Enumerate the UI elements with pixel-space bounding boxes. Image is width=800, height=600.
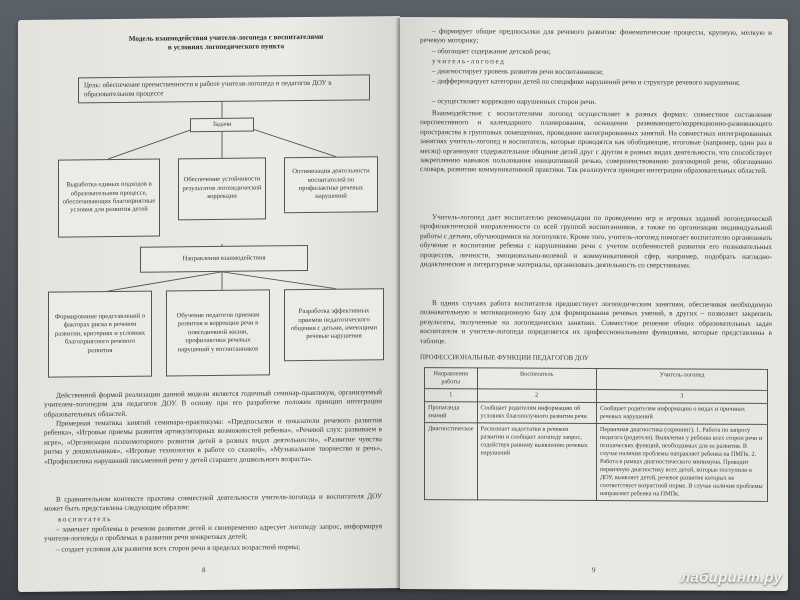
title-line-2: в условиях логопедического пункта xyxy=(167,42,285,52)
left-paragraph-4: – замечает проблемы в речевом развитии детей и своевременно адресует логопеду запрос, информируя учителя-логопеда о проблемах в развитии речи конкретных детей; xyxy=(44,522,382,544)
left-page xyxy=(18,16,400,592)
direction-box-3: Разработка эффективных приемов педагогического общения с детьми, имеющими речевые нарушения xyxy=(284,288,384,361)
direction-box-1: Формирование представлений о факторах риска в речевом развитии, критериях и условиях благоприятного речевого развития xyxy=(48,291,152,378)
right-paragraph-6: Взаимодействие с воспитателями логопед осуществляет в разных формах: совместное составление перспективного и календарного планирования, оснащение развивающего/коррекционно-развивающего пространства в групповых помещениях, проведение интегрированных занятий. На совместных интегрированных занятиях учитель-логопед и воспитатель, которые проводятся как обобщающие, итоговые (например, один раз в месяц) организуют содержательное общение детей друг с другом в разных видах деятельности, что способствует закреплению навыков пользования инициативной речью, совершенствованию разговорной речи, обогащению словаря, развитию коммуникативной практики. Так реализуется принцип интеграции образовательных областей. xyxy=(420,109,772,176)
table-cell: Сообщает родителям информацию о видах и причинах речевых нарушений xyxy=(596,403,767,425)
table-row xyxy=(425,423,768,502)
task-box-1: Выработка единых подходов в образовательном процессе, обеспечивающих благоприятные условия для развития детей xyxy=(58,159,160,238)
left-paragraph-5: – создает условия для развития всех сторон речи в пределах возрастной нормы; xyxy=(56,543,301,554)
functions-table xyxy=(424,367,768,502)
right-paragraph-3: – диагностирует уровень развития речи воспитанников; xyxy=(432,67,604,77)
table-title: ПРОФЕССИОНАЛЬНЫЕ ФУНКЦИИ ПЕДАГОГОВ ДОУ xyxy=(420,354,589,362)
watermark-logo: лабиринт.ру xyxy=(680,569,782,586)
task-box-3: Оптимизация деятельности воспитателей по профилактике речевых нарушений xyxy=(284,156,378,213)
direction-box-2: Обучение педагогов приемам развития и коррекции речи в повседневной жизни, профилактики речевых нарушений у воспитанников xyxy=(166,289,270,376)
table-number-3: 3 xyxy=(596,390,767,404)
right-role-speech-therapist: учитель-логопед xyxy=(432,57,506,66)
table-header-row xyxy=(425,368,768,391)
table-number-2: 2 xyxy=(477,389,596,403)
table-row xyxy=(425,402,768,425)
right-page xyxy=(400,17,788,591)
goal-box: Цель: обеспечение преемственности в работе учителя-логопеда и педагогов ДОУ в образовательном процессе xyxy=(78,74,370,103)
table-cell: Первичная диагностика (скрининг). 1. Работа по запросу педагога (родителя). Выявление у ребенка всех сторон речи и психических функций, необходимых для ее развития. В случае наличия проблемы направляет ребенка на ПМПк. 2. Работа в рамках диагностического минимума. Проводит первичную диагностику всех детей, которые поступили в ДОУ, выявляет детей, речевое развитие которых не соответствует возрастной норме. В случае наличия проблемы направляет ребенка на ПМПк. xyxy=(596,424,767,502)
right-paragraph-2: – обогащает содержание детской речи; xyxy=(432,47,551,56)
right-page-number: 9 xyxy=(592,565,596,575)
open-book xyxy=(18,10,788,595)
tasks-label-box: Задачи xyxy=(190,118,254,133)
table-cell: Распознает недостатки в речевом развитии и сообщает логопеду запрос, содействуя раннему выявлению речевых нарушений xyxy=(477,423,596,501)
left-role-educator: воспитатель xyxy=(58,515,112,524)
table-header-direction: Направления работы xyxy=(425,368,478,389)
directions-label-box: Направления взаимодействия xyxy=(140,245,308,273)
table-cell: Диагностическое xyxy=(425,423,478,500)
left-paragraph-2: Примерная тематика занятий семинара-практикума: «Предпосылки и показатели речевого развития ребенка», «Игровые приемы развития артикуляторных возможностей ребенка», «Речевой слух: развиваем в игре», «Организация психомоторного развития детей в разных видах деятельности», «Развитие чувства ритма у дошкольников», «Игровые технологии в работе со сказкой», «Музыкальное творчество и речь», «Профилактика нарушений письменной речи у детей старшего дошкольного возраста». xyxy=(44,416,382,466)
left-page-number: 8 xyxy=(202,566,206,575)
left-paragraph-1: Действенной формой реализации данной модели является годичный семинар-практикум, организуемый учителем-логопедом для педагогов ДОУ. В основу при его разработке положен принцип интеграции образовательных областей. xyxy=(44,388,382,419)
task-box-2: Обеспечение устойчивости результатов логопедической коррекции xyxy=(178,157,266,220)
table-header-therapist: Учитель-логопед xyxy=(596,369,767,391)
right-paragraph-4: – дифференцирует категории детей по специфике нарушений речи и структуре речевого нарушения; xyxy=(432,77,740,87)
table-cell: Пропаганда знаний xyxy=(425,402,478,423)
table-header-educator: Воспитатель xyxy=(477,368,596,390)
right-paragraph-5: – осуществляет коррекцию нарушенных сторон речи. xyxy=(432,97,597,107)
right-paragraph-8: В одних случаях работа воспитателя предшествует логопедическим занятиям, обеспечивая необходимую познавательную и мотивационную базу для формирования речевых умений, в других – позволяет закрепить результаты, полученные на логопедических занятиях. Совместное решение общих образовательных задач воспитателя и учителя-логопеда определяется их профессиональными функциями, которые представлены в таблице. xyxy=(420,299,772,345)
left-paragraph-3: В сравнительном контексте практика совместной деятельности учителя-логопеда и воспитателя ДОУ может быть представлена следующим образом: xyxy=(44,492,382,514)
right-paragraph-7: Учитель-логопед дает воспитателю рекомендации по проведению игр и игровых заданий логопедической профилактической направленности со всей группой воспитанников, а также по организации индивидуальной работы с детьми, обучающимися на логопункте. Кроме того, учитель-логопед помогает воспитателю организовать обучение и воспитание ребенка с нарушениями речи с учетом особенностей развития его познавательных процессов, личности, эмоционально-волевой и коммуникативной сфер, например, подобрать наглядно-дидактические и литературные материалы, организовать деятельность со сверстниками. xyxy=(420,213,772,270)
table-cell: Сообщает родителям информацию об условиях благополучного развития речи xyxy=(477,402,596,424)
right-paragraph-1: – формирует общие предпосылки для речевого развития: фонематические процессы, крупную, мелкую и речевую моторику; xyxy=(420,27,772,45)
table-number-1: 1 xyxy=(425,389,478,402)
title-line-1: Модель взаимодействия учителя-логопеда с воспитателями xyxy=(128,32,324,43)
